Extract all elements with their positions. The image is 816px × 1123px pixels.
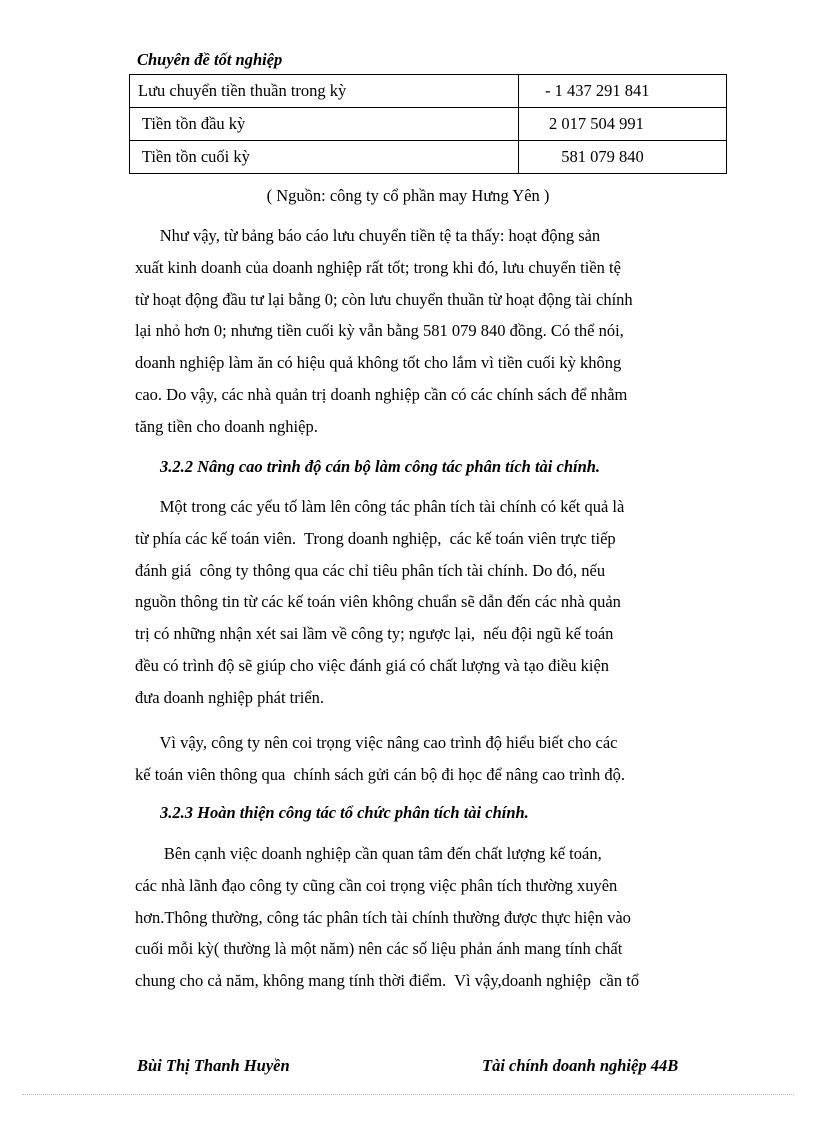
table-row: [130, 141, 727, 174]
paragraph-training-policy: [135, 727, 715, 791]
page-bottom-divider: [22, 1094, 794, 1095]
table-source-note: ( Nguồn: công ty cổ phần may Hưng Yên ): [266, 186, 550, 205]
paragraph-analysis-organization: [135, 838, 715, 997]
text-line: chung cho cả năm, không mang tính thời điểm. Vì vậy,doanh nghiệp cần tổ: [135, 971, 640, 991]
table-row: [130, 75, 727, 108]
table-cell-label: Tiền tồn cuối kỳ: [130, 141, 519, 174]
text-line: hơn.Thông thường, công tác phân tích tài chính thường được thực hiện vào: [135, 907, 631, 927]
text-line: Một trong các yếu tố làm lên công tác phân tích tài chính có kết quả là: [135, 497, 625, 516]
table-cell-value: - 1 437 291 841: [519, 75, 727, 108]
cash-flow-table: [129, 74, 727, 174]
text-line: cuối mỗi kỳ( thường là một năm) nên các số liệu phản ánh mang tính chất: [135, 939, 623, 959]
table-cell-label: Tiền tồn đầu kỳ: [130, 108, 519, 141]
text-line: đều có trình độ sẽ giúp cho việc đánh giá có chất lượng và tạo điều kiện: [135, 655, 610, 675]
text-line: kế toán viên thông qua chính sách gửi cán bộ đi học để nâng cao trình độ.: [135, 764, 626, 784]
table-cell-value: 581 079 840: [519, 141, 727, 174]
section-heading-3-2-2: 3.2.2 Nâng cao trình độ cán bộ làm công tác phân tích tài chính.: [160, 457, 601, 476]
table-cell-value: 2 017 504 991: [519, 108, 727, 141]
text-line: đưa doanh nghiệp phát triển.: [135, 687, 325, 707]
text-line: cao. Do vậy, các nhà quản trị doanh nghiệp cần có các chính sách để nhằm: [135, 384, 628, 404]
paragraph-accountant-quality: [135, 491, 715, 714]
table-cell-label: Lưu chuyển tiền thuần trong kỳ: [130, 75, 519, 108]
text-line: đánh giá công ty thông qua các chỉ tiêu phân tích tài chính. Do đó, nếu: [135, 560, 606, 580]
text-line: xuất kinh doanh của doanh nghiệp rất tốt; trong khi đó, lưu chuyển tiền tệ: [135, 257, 621, 277]
text-line: các nhà lãnh đạo công ty cũng cần coi trọng việc phân tích thường xuyên: [135, 875, 618, 895]
text-line: từ hoạt động đầu tư lại bằng 0; còn lưu chuyển thuần từ hoạt động tài chính: [135, 289, 633, 309]
text-line: Như vậy, từ bảng báo cáo lưu chuyển tiền tệ ta thấy: hoạt động sản: [135, 226, 601, 245]
text-line: Vì vậy, công ty nên coi trọng việc nâng cao trình độ hiểu biết cho các: [135, 733, 618, 752]
section-heading-3-2-3: 3.2.3 Hoàn thiện công tác tổ chức phân tích tài chính.: [160, 803, 529, 822]
text-line: doanh nghiệp làm ăn có hiệu quả không tốt cho lắm vì tiền cuối kỳ không: [135, 353, 622, 373]
paragraph-cash-flow-summary: [135, 220, 715, 443]
page-header-title: Chuyên đề tốt nghiệp: [137, 50, 283, 69]
text-line: lại nhỏ hơn 0; nhưng tiền cuối kỳ vẫn bằng 581 079 840 đồng. Có thể nói,: [135, 321, 624, 341]
footer-class: Tài chính doanh nghiệp 44B: [482, 1056, 679, 1075]
table-row: [130, 108, 727, 141]
text-line: Bên cạnh việc doanh nghiệp cần quan tâm đến chất lượng kế toán,: [135, 844, 602, 863]
text-line: từ phía các kế toán viên. Trong doanh nghiệp, các kế toán viên trực tiếp: [135, 528, 616, 548]
text-line: nguồn thông tin từ các kế toán viên không chuẩn sẽ dẫn đến các nhà quản: [135, 592, 621, 612]
footer-author: Bùi Thị Thanh Huyền: [137, 1056, 290, 1075]
text-line: trị có những nhận xét sai lầm về công ty; ngược lại, nếu đội ngũ kế toán: [135, 624, 614, 644]
text-line: tăng tiền cho doanh nghiệp.: [135, 416, 318, 436]
